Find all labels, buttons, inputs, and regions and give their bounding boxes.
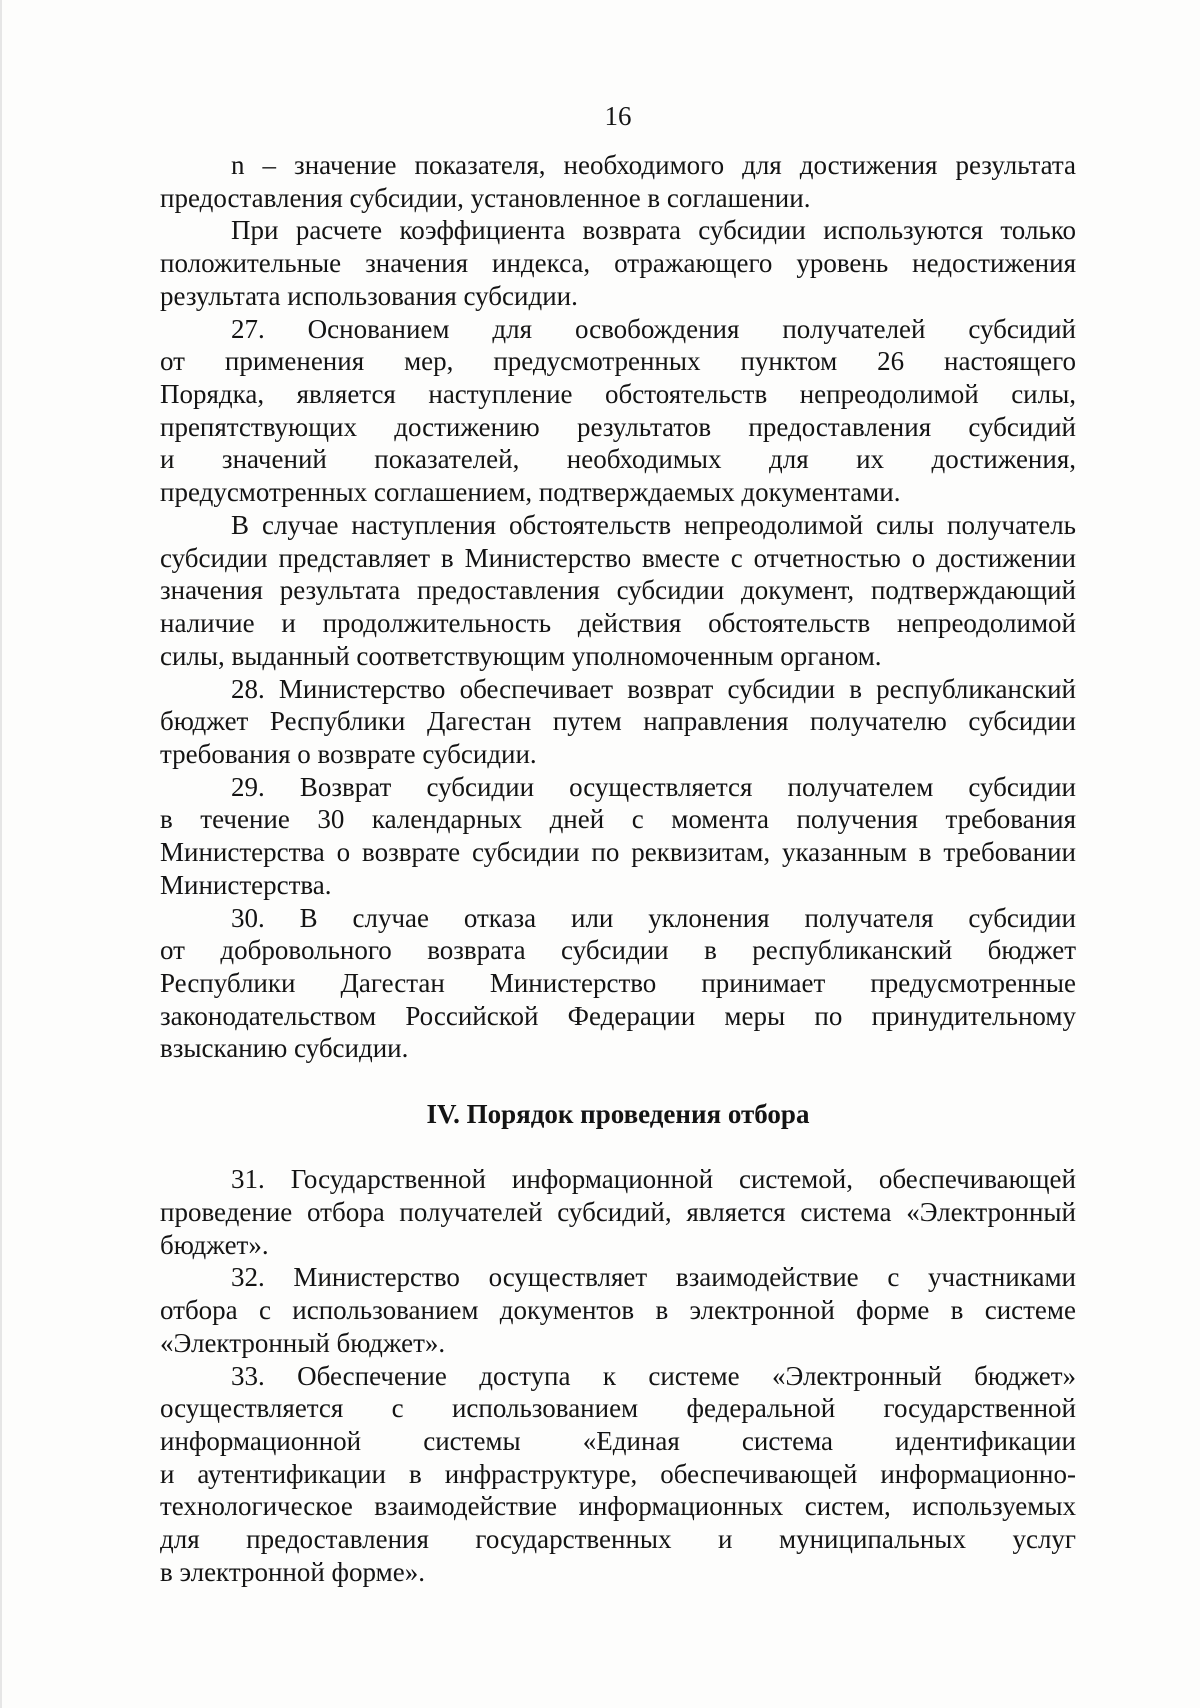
text-line: законодательством Российской Федерации меры по принудительному bbox=[160, 1000, 1076, 1031]
text-line: 28. Министерство обеспечивает возврат субсидии в республиканский bbox=[231, 673, 1076, 704]
text-line: информационной системы «Единая система идентификации bbox=[160, 1426, 1076, 1457]
text-line: проведение отбора получателей субсидий, является система «Электронный bbox=[160, 1197, 1076, 1227]
text-line: технологическое взаимодействие информационных систем, используемых bbox=[160, 1491, 1076, 1522]
text-line: для предоставления государственных и муниципальных услуг bbox=[160, 1524, 1076, 1555]
paragraph-28 bbox=[160, 673, 1076, 771]
text-line: препятствующих достижению результатов предоставления субсидий bbox=[160, 411, 1076, 442]
paragraph-n-definition bbox=[160, 149, 1076, 214]
text-line: Министерства. bbox=[160, 869, 332, 900]
text-line: значения результата предоставления субсидии документ, подтверждающий bbox=[160, 575, 1076, 606]
text-line: 30. В случае отказа или уклонения получателя субсидии bbox=[231, 902, 1076, 933]
text-line: взысканию субсидии. bbox=[160, 1033, 409, 1064]
text-line: требования о возврате субсидии. bbox=[160, 738, 537, 769]
text-line: результата использования субсидии. bbox=[160, 280, 578, 311]
text-line: n – значение показателя, необходимого для достижения результата bbox=[231, 150, 1076, 180]
section-heading-iv: IV. Порядок проведения отбора bbox=[426, 1098, 810, 1129]
text-line: «Электронный бюджет». bbox=[160, 1327, 446, 1358]
text-line: осуществляется с использованием федеральной государственной bbox=[160, 1393, 1076, 1424]
paragraph-coefficient-note bbox=[160, 214, 1076, 312]
paragraph-32 bbox=[160, 1261, 1076, 1359]
text-line: 27. Основанием для освобождения получателей субсидий bbox=[231, 313, 1076, 344]
text-line: Порядка, является наступление обстоятельств непреодолимой силы, bbox=[160, 379, 1076, 410]
text-line: 33. Обеспечение доступа к системе «Электронный бюджет» bbox=[231, 1360, 1076, 1391]
text-line: отбора с использованием документов в электронной форме в системе bbox=[160, 1295, 1076, 1326]
text-line: субсидии представляет в Министерство вместе с отчетностью о достижении bbox=[160, 542, 1076, 573]
text-line: наличие и продолжительность действия обстоятельств непреодолимой bbox=[160, 608, 1076, 639]
text-line: 29. Возврат субсидии осуществляется получателем субсидии bbox=[231, 771, 1076, 802]
paragraph-force-majeure bbox=[160, 509, 1076, 673]
text-line: предусмотренных соглашением, подтверждаемых документами. bbox=[160, 477, 901, 508]
text-line: от добровольного возврата субсидии в республиканский бюджет bbox=[160, 935, 1076, 966]
paragraph-29 bbox=[160, 771, 1076, 902]
text-line: Министерства о возврате субсидии по реквизитам, указанным в требовании bbox=[160, 837, 1076, 868]
text-line: 31. Государственной информационной системой, обеспечивающей bbox=[231, 1164, 1076, 1195]
text-line: и значений показателей, необходимых для их достижения, bbox=[160, 444, 1076, 475]
text-line: 32. Министерство осуществляет взаимодействие с участниками bbox=[231, 1262, 1076, 1293]
text-line: в течение 30 календарных дней с момента получения требования bbox=[160, 804, 1076, 835]
text-line: предоставления субсидии, установленное в соглашении. bbox=[160, 182, 811, 213]
paragraph-30 bbox=[160, 902, 1076, 1066]
text-line: При расчете коэффициента возврата субсидии используются только bbox=[231, 215, 1076, 246]
page-number: 16 bbox=[604, 101, 632, 131]
text-line: и аутентификации в инфраструктуре, обеспечивающей информационно- bbox=[160, 1458, 1076, 1489]
text-line: В случае наступления обстоятельств непреодолимой силы получатель bbox=[231, 509, 1076, 540]
text-line: положительные значения индекса, отражающего уровень недостижения bbox=[160, 248, 1076, 279]
text-line: силы, выданный соответствующим уполномоченным органом. bbox=[160, 640, 882, 671]
text-line: бюджет». bbox=[160, 1229, 269, 1260]
paragraph-33 bbox=[160, 1360, 1076, 1589]
scan-edge bbox=[0, 0, 2, 1708]
document-body bbox=[160, 149, 1076, 1589]
text-line: бюджет Республики Дагестан путем направления получателю субсидии bbox=[160, 706, 1076, 737]
paragraph-31 bbox=[160, 1163, 1076, 1261]
text-line: Республики Дагестан Министерство принимает предусмотренные bbox=[160, 967, 1076, 998]
text-line: в электронной форме». bbox=[160, 1556, 425, 1587]
text-line: от применения мер, предусмотренных пунктом 26 настоящего bbox=[160, 346, 1076, 377]
paragraph-27 bbox=[160, 313, 1076, 509]
